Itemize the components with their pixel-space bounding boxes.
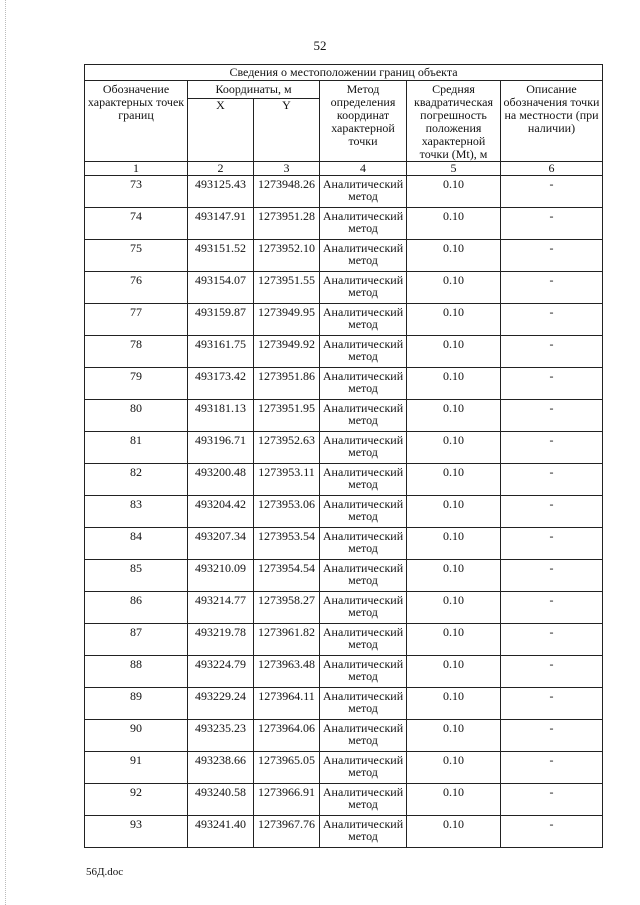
description-cell: - bbox=[501, 208, 603, 240]
error-cell: 0.10 bbox=[407, 272, 501, 304]
method-cell: Аналитический метод bbox=[320, 784, 407, 816]
error-cell: 0.10 bbox=[407, 496, 501, 528]
table-row bbox=[85, 496, 603, 528]
error-cell: 0.10 bbox=[407, 752, 501, 784]
method-cell: Аналитический метод bbox=[320, 560, 407, 592]
point-cell: 83 bbox=[85, 496, 188, 528]
description-cell: - bbox=[501, 752, 603, 784]
method-cell: Аналитический метод bbox=[320, 272, 407, 304]
error-cell: 0.10 bbox=[407, 304, 501, 336]
table-row bbox=[85, 368, 603, 400]
error-cell: 0.10 bbox=[407, 592, 501, 624]
method-cell: Аналитический метод bbox=[320, 464, 407, 496]
description-cell: - bbox=[501, 304, 603, 336]
table-row bbox=[85, 528, 603, 560]
method-cell: Аналитический метод bbox=[320, 176, 407, 208]
header-y: Y bbox=[254, 99, 320, 162]
column-number: 2 bbox=[188, 162, 254, 176]
error-cell: 0.10 bbox=[407, 240, 501, 272]
x-cell: 493238.66 bbox=[188, 752, 254, 784]
description-cell: - bbox=[501, 656, 603, 688]
x-cell: 493159.87 bbox=[188, 304, 254, 336]
x-cell: 493147.91 bbox=[188, 208, 254, 240]
description-cell: - bbox=[501, 688, 603, 720]
y-cell: 1273967.76 bbox=[254, 816, 320, 848]
point-cell: 73 bbox=[85, 176, 188, 208]
header-error: Средняя квадратическая погрешность положения характерной точки (Mt), м bbox=[407, 81, 501, 162]
point-cell: 79 bbox=[85, 368, 188, 400]
document-filename: 56Д.doc bbox=[86, 866, 124, 878]
point-cell: 86 bbox=[85, 592, 188, 624]
x-cell: 493207.34 bbox=[188, 528, 254, 560]
description-cell: - bbox=[501, 624, 603, 656]
method-cell: Аналитический метод bbox=[320, 368, 407, 400]
x-cell: 493161.75 bbox=[188, 336, 254, 368]
y-cell: 1273951.28 bbox=[254, 208, 320, 240]
x-cell: 493219.78 bbox=[188, 624, 254, 656]
x-cell: 493173.42 bbox=[188, 368, 254, 400]
column-number-row bbox=[85, 162, 603, 176]
description-cell: - bbox=[501, 496, 603, 528]
point-cell: 90 bbox=[85, 720, 188, 752]
point-cell: 85 bbox=[85, 560, 188, 592]
point-cell: 82 bbox=[85, 464, 188, 496]
description-cell: - bbox=[501, 720, 603, 752]
x-cell: 493240.58 bbox=[188, 784, 254, 816]
page-number: 52 bbox=[313, 38, 327, 53]
y-cell: 1273951.55 bbox=[254, 272, 320, 304]
description-cell: - bbox=[501, 528, 603, 560]
description-cell: - bbox=[501, 272, 603, 304]
table-row bbox=[85, 656, 603, 688]
y-cell: 1273965.05 bbox=[254, 752, 320, 784]
table-row bbox=[85, 784, 603, 816]
table-row bbox=[85, 336, 603, 368]
point-cell: 93 bbox=[85, 816, 188, 848]
column-number: 5 bbox=[407, 162, 501, 176]
method-cell: Аналитический метод bbox=[320, 816, 407, 848]
header-coordinates: Координаты, м bbox=[188, 81, 320, 99]
column-number: 1 bbox=[85, 162, 188, 176]
error-cell: 0.10 bbox=[407, 208, 501, 240]
method-cell: Аналитический метод bbox=[320, 624, 407, 656]
x-cell: 493229.24 bbox=[188, 688, 254, 720]
point-cell: 74 bbox=[85, 208, 188, 240]
description-cell: - bbox=[501, 336, 603, 368]
x-cell: 493235.23 bbox=[188, 720, 254, 752]
description-cell: - bbox=[501, 432, 603, 464]
table-row bbox=[85, 240, 603, 272]
y-cell: 1273953.06 bbox=[254, 496, 320, 528]
x-cell: 493210.09 bbox=[188, 560, 254, 592]
method-cell: Аналитический метод bbox=[320, 336, 407, 368]
method-cell: Аналитический метод bbox=[320, 304, 407, 336]
error-cell: 0.10 bbox=[407, 336, 501, 368]
point-cell: 88 bbox=[85, 656, 188, 688]
table-row bbox=[85, 688, 603, 720]
error-cell: 0.10 bbox=[407, 528, 501, 560]
error-cell: 0.10 bbox=[407, 368, 501, 400]
point-cell: 87 bbox=[85, 624, 188, 656]
table-row bbox=[85, 816, 603, 848]
description-cell: - bbox=[501, 464, 603, 496]
table-row bbox=[85, 400, 603, 432]
error-cell: 0.10 bbox=[407, 624, 501, 656]
method-cell: Аналитический метод bbox=[320, 720, 407, 752]
table-row bbox=[85, 752, 603, 784]
error-cell: 0.10 bbox=[407, 560, 501, 592]
description-cell: - bbox=[501, 240, 603, 272]
error-cell: 0.10 bbox=[407, 816, 501, 848]
point-cell: 84 bbox=[85, 528, 188, 560]
boundary-coordinates-table bbox=[84, 64, 603, 848]
y-cell: 1273953.54 bbox=[254, 528, 320, 560]
x-cell: 493214.77 bbox=[188, 592, 254, 624]
y-cell: 1273963.48 bbox=[254, 656, 320, 688]
description-cell: - bbox=[501, 592, 603, 624]
table-row bbox=[85, 208, 603, 240]
error-cell: 0.10 bbox=[407, 400, 501, 432]
y-cell: 1273964.11 bbox=[254, 688, 320, 720]
point-cell: 80 bbox=[85, 400, 188, 432]
error-cell: 0.10 bbox=[407, 176, 501, 208]
header-description: Описание обозначения точки на местности (при наличии) bbox=[501, 81, 603, 162]
x-cell: 493224.79 bbox=[188, 656, 254, 688]
table-row bbox=[85, 560, 603, 592]
header-method: Метод определения координат характерной точки bbox=[320, 81, 407, 162]
method-cell: Аналитический метод bbox=[320, 528, 407, 560]
method-cell: Аналитический метод bbox=[320, 688, 407, 720]
error-cell: 0.10 bbox=[407, 720, 501, 752]
error-cell: 0.10 bbox=[407, 432, 501, 464]
y-cell: 1273948.26 bbox=[254, 176, 320, 208]
column-number: 6 bbox=[501, 162, 603, 176]
y-cell: 1273958.27 bbox=[254, 592, 320, 624]
table-row bbox=[85, 272, 603, 304]
method-cell: Аналитический метод bbox=[320, 656, 407, 688]
table-caption: Сведения о местоположении границ объекта bbox=[85, 65, 603, 81]
error-cell: 0.10 bbox=[407, 784, 501, 816]
method-cell: Аналитический метод bbox=[320, 432, 407, 464]
table-row bbox=[85, 592, 603, 624]
method-cell: Аналитический метод bbox=[320, 752, 407, 784]
description-cell: - bbox=[501, 400, 603, 432]
table-row bbox=[85, 464, 603, 496]
x-cell: 493125.43 bbox=[188, 176, 254, 208]
y-cell: 1273949.92 bbox=[254, 336, 320, 368]
y-cell: 1273961.82 bbox=[254, 624, 320, 656]
table-row bbox=[85, 432, 603, 464]
y-cell: 1273951.95 bbox=[254, 400, 320, 432]
header-x: X bbox=[188, 99, 254, 162]
y-cell: 1273954.54 bbox=[254, 560, 320, 592]
table-row bbox=[85, 304, 603, 336]
point-cell: 92 bbox=[85, 784, 188, 816]
x-cell: 493200.48 bbox=[188, 464, 254, 496]
description-cell: - bbox=[501, 560, 603, 592]
y-cell: 1273949.95 bbox=[254, 304, 320, 336]
y-cell: 1273964.06 bbox=[254, 720, 320, 752]
method-cell: Аналитический метод bbox=[320, 208, 407, 240]
x-cell: 493154.07 bbox=[188, 272, 254, 304]
table-row bbox=[85, 720, 603, 752]
y-cell: 1273952.63 bbox=[254, 432, 320, 464]
point-cell: 78 bbox=[85, 336, 188, 368]
point-cell: 75 bbox=[85, 240, 188, 272]
method-cell: Аналитический метод bbox=[320, 592, 407, 624]
x-cell: 493181.13 bbox=[188, 400, 254, 432]
y-cell: 1273953.11 bbox=[254, 464, 320, 496]
point-cell: 91 bbox=[85, 752, 188, 784]
x-cell: 493241.40 bbox=[188, 816, 254, 848]
column-number: 4 bbox=[320, 162, 407, 176]
y-cell: 1273966.91 bbox=[254, 784, 320, 816]
y-cell: 1273951.86 bbox=[254, 368, 320, 400]
point-cell: 77 bbox=[85, 304, 188, 336]
x-cell: 493204.42 bbox=[188, 496, 254, 528]
error-cell: 0.10 bbox=[407, 656, 501, 688]
table-row bbox=[85, 176, 603, 208]
point-cell: 89 bbox=[85, 688, 188, 720]
point-cell: 81 bbox=[85, 432, 188, 464]
method-cell: Аналитический метод bbox=[320, 400, 407, 432]
description-cell: - bbox=[501, 368, 603, 400]
table-row bbox=[85, 624, 603, 656]
y-cell: 1273952.10 bbox=[254, 240, 320, 272]
page-edge bbox=[0, 0, 6, 905]
x-cell: 493196.71 bbox=[188, 432, 254, 464]
header-designation: Обозначение характерных точек границ bbox=[85, 81, 188, 162]
column-number: 3 bbox=[254, 162, 320, 176]
point-cell: 76 bbox=[85, 272, 188, 304]
description-cell: - bbox=[501, 784, 603, 816]
method-cell: Аналитический метод bbox=[320, 240, 407, 272]
method-cell: Аналитический метод bbox=[320, 496, 407, 528]
error-cell: 0.10 bbox=[407, 464, 501, 496]
description-cell: - bbox=[501, 176, 603, 208]
error-cell: 0.10 bbox=[407, 688, 501, 720]
description-cell: - bbox=[501, 816, 603, 848]
x-cell: 493151.52 bbox=[188, 240, 254, 272]
